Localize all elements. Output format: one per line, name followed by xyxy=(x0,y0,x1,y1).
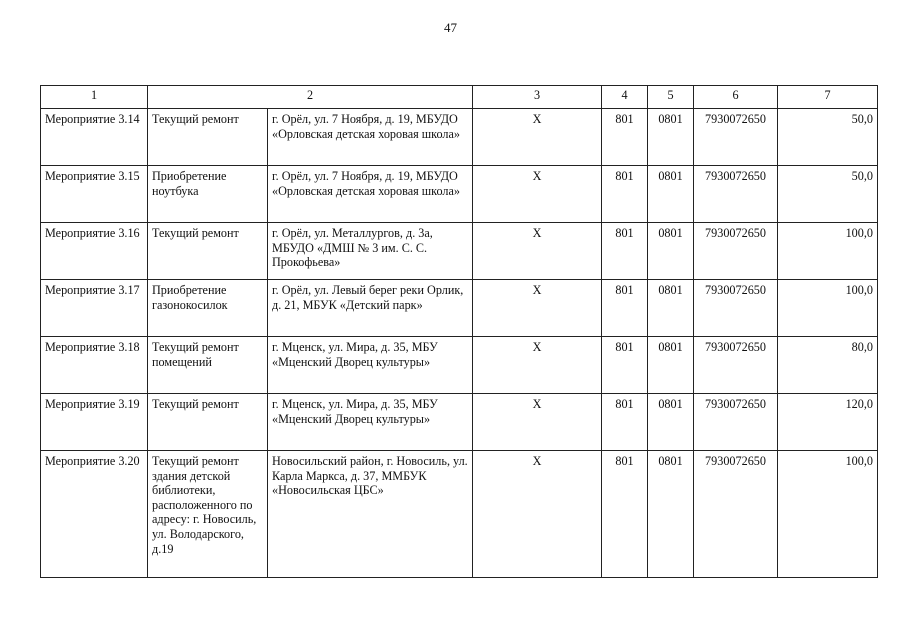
event-cell: Мероприятие 3.15 xyxy=(41,166,148,223)
event-cell: Мероприятие 3.16 xyxy=(41,223,148,280)
col4-cell: 801 xyxy=(602,451,648,578)
event-cell: Мероприятие 3.17 xyxy=(41,280,148,337)
column-header: 1 xyxy=(41,86,148,109)
col5-cell: 0801 xyxy=(648,223,694,280)
work-cell: Приобретение газонокосилок xyxy=(148,280,268,337)
col6-cell: 7930072650 xyxy=(694,166,778,223)
event-cell: Мероприятие 3.19 xyxy=(41,394,148,451)
col4-cell: 801 xyxy=(602,166,648,223)
col5-cell: 0801 xyxy=(648,337,694,394)
address-cell: Новосильский район, г. Новосиль, ул. Карла Маркса, д. 37, ММБУК «Новосильская ЦБС» xyxy=(268,451,473,578)
amount-cell: 100,0 xyxy=(778,451,878,578)
work-cell: Текущий ремонт xyxy=(148,109,268,166)
col6-cell: 7930072650 xyxy=(694,337,778,394)
col3-cell: X xyxy=(473,280,602,337)
column-header: 7 xyxy=(778,86,878,109)
table-row xyxy=(41,223,878,280)
col6-cell: 7930072650 xyxy=(694,109,778,166)
col4-cell: 801 xyxy=(602,394,648,451)
col3-cell: X xyxy=(473,394,602,451)
col5-cell: 0801 xyxy=(648,280,694,337)
col6-cell: 7930072650 xyxy=(694,451,778,578)
col6-cell: 7930072650 xyxy=(694,223,778,280)
address-cell: г. Орёл, ул. Металлургов, д. 3а, МБУДО «ДМШ № 3 им. С. С. Прокофьева» xyxy=(268,223,473,280)
col5-cell: 0801 xyxy=(648,451,694,578)
address-cell: г. Мценск, ул. Мира, д. 35, МБУ «Мценский Дворец культуры» xyxy=(268,337,473,394)
col3-cell: X xyxy=(473,451,602,578)
work-cell: Текущий ремонт здания детской библиотеки, расположенного по адресу: г. Новосиль, ул. Володарского, д.19 xyxy=(148,451,268,578)
budget-table xyxy=(40,85,878,578)
work-cell: Текущий ремонт xyxy=(148,394,268,451)
col4-cell: 801 xyxy=(602,109,648,166)
work-cell: Приобретение ноутбука xyxy=(148,166,268,223)
column-header: 5 xyxy=(648,86,694,109)
col5-cell: 0801 xyxy=(648,394,694,451)
event-cell: Мероприятие 3.18 xyxy=(41,337,148,394)
address-cell: г. Орёл, ул. 7 Ноября, д. 19, МБУДО «Орловская детская хоровая школа» xyxy=(268,166,473,223)
work-cell: Текущий ремонт xyxy=(148,223,268,280)
page-number: 47 xyxy=(444,20,457,35)
column-header: 4 xyxy=(602,86,648,109)
col3-cell: X xyxy=(473,223,602,280)
col3-cell: X xyxy=(473,337,602,394)
col6-cell: 7930072650 xyxy=(694,280,778,337)
col4-cell: 801 xyxy=(602,337,648,394)
col5-cell: 0801 xyxy=(648,109,694,166)
table-row xyxy=(41,394,878,451)
event-cell: Мероприятие 3.20 xyxy=(41,451,148,578)
amount-cell: 120,0 xyxy=(778,394,878,451)
table-row xyxy=(41,166,878,223)
col3-cell: X xyxy=(473,109,602,166)
event-cell: Мероприятие 3.14 xyxy=(41,109,148,166)
amount-cell: 100,0 xyxy=(778,223,878,280)
table-row xyxy=(41,109,878,166)
amount-cell: 80,0 xyxy=(778,337,878,394)
col6-cell: 7930072650 xyxy=(694,394,778,451)
header-row xyxy=(41,86,878,109)
address-cell: г. Орёл, ул. Левый берег реки Орлик, д. 21, МБУК «Детский парк» xyxy=(268,280,473,337)
address-cell: г. Орёл, ул. 7 Ноября, д. 19, МБУДО «Орловская детская хоровая школа» xyxy=(268,109,473,166)
table-row xyxy=(41,451,878,578)
column-header: 6 xyxy=(694,86,778,109)
address-cell: г. Мценск, ул. Мира, д. 35, МБУ «Мценский Дворец культуры» xyxy=(268,394,473,451)
table-row xyxy=(41,280,878,337)
col4-cell: 801 xyxy=(602,280,648,337)
column-header: 3 xyxy=(473,86,602,109)
col5-cell: 0801 xyxy=(648,166,694,223)
amount-cell: 50,0 xyxy=(778,109,878,166)
col4-cell: 801 xyxy=(602,223,648,280)
work-cell: Текущий ремонт помещений xyxy=(148,337,268,394)
col3-cell: X xyxy=(473,166,602,223)
column-header: 2 xyxy=(148,86,473,109)
amount-cell: 100,0 xyxy=(778,280,878,337)
amount-cell: 50,0 xyxy=(778,166,878,223)
table-row xyxy=(41,337,878,394)
